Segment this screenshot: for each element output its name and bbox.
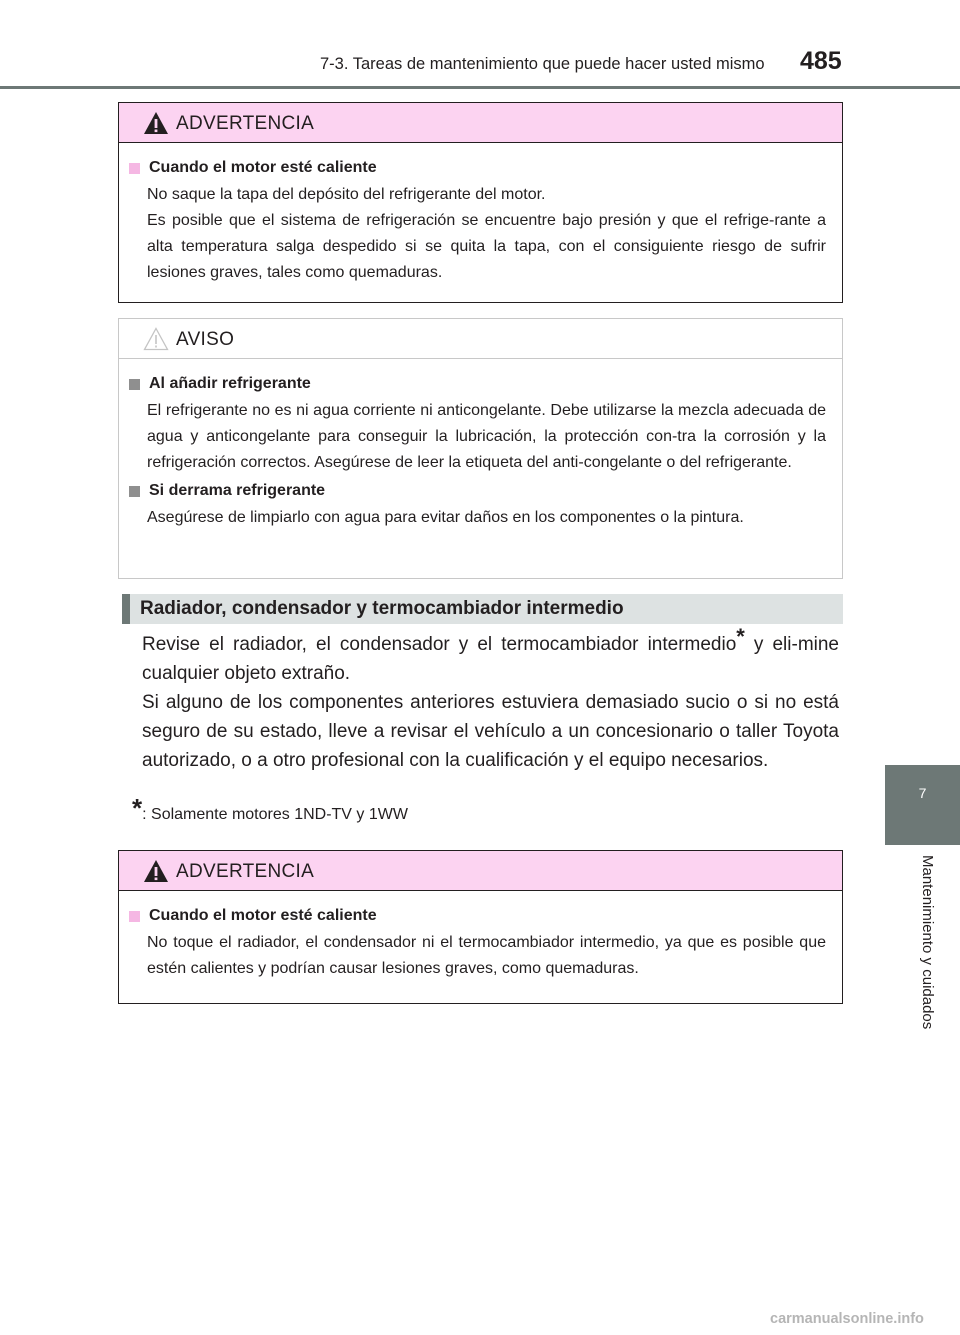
square-bullet-icon [129,379,140,390]
warning-box [118,850,843,1004]
item-text-line: No saque la tapa del depósito del refrigerante del motor. [147,186,546,203]
body-paragraph-text: Si alguno de los componentes anteriores estuviera demasiado sucio o si no está seguro de su estado, lleve a revisar el vehículo a un concesionario o taller Toyota autorizado, o a otro profesional con la cualificación y el equipo necesarios. [142,692,839,771]
item-heading [129,482,826,500]
asterisk-marker: * [736,624,745,649]
item-text [129,398,826,476]
item-heading [129,907,826,925]
section-heading-text: Radiador, condensador y termocambiador intermedio [140,598,624,619]
header-section-title: 7-3. Tareas de mantenimiento que puede hacer usted mismo [320,55,765,73]
footnote [132,793,408,824]
item-heading-text: Si derrama refrigerante [149,482,326,499]
footnote-marker: * [132,793,143,823]
warning-box-title: ADVERTENCIA [176,861,315,882]
warning-box-title: ADVERTENCIA [176,113,315,134]
square-bullet-icon [129,911,140,922]
item-text-line: El refrigerante no es ni agua corriente ni anticongelante. Debe utilizarse la mezcla adecuada de agua y anticongelante para conseguir la lubricación, la protección con-tra la corrosión y la refrigeración correctos. Asegúrese de leer la etiqueta del anti-congelante o del refrigerante. [147,402,826,471]
chapter-label: Mantenimiento y cuidados [919,855,936,1030]
warning-triangle-filled-icon [143,859,169,883]
body-paragraph [142,688,839,775]
item-text [129,505,826,531]
warning-triangle-filled-icon [143,111,169,135]
warning-box-body [119,143,842,302]
chapter-number: 7 [918,785,927,801]
item-heading-text: Al añadir refrigerante [149,375,311,392]
notice-box-header [119,319,842,359]
item-heading [129,375,826,393]
warning-triangle-outline-icon [143,327,169,351]
notice-box-title: AVISO [176,329,235,350]
section-heading [122,594,843,624]
page-header [0,0,960,90]
notice-box-body [119,359,842,547]
header-divider [0,86,960,89]
notice-box [118,318,843,579]
item-text [129,930,826,982]
body-paragraph-text [142,624,839,688]
para-text-after: y eli-mine cualquier objeto extraño. [142,634,839,684]
warning-box [118,102,843,303]
item-heading-text: Cuando el motor esté caliente [149,907,377,924]
item-heading-text: Cuando el motor esté caliente [149,159,377,176]
item-heading [129,159,826,177]
warning-box-body [119,891,842,998]
footnote-text: : Solamente motores 1ND-TV y 1WW [142,806,408,823]
body-paragraph [142,624,839,688]
warning-box-header [119,851,842,891]
page-number: 485 [800,47,842,75]
warning-box-header [119,103,842,143]
square-bullet-icon [129,486,140,497]
item-text-line: Es posible que el sistema de refrigeración se encuentre bajo presión y que el refrige-rante a alta temperatura salga despedido si se quita la tapa, con el consiguiente riesgo de sufrir lesiones graves, tales como quemaduras. [147,212,826,281]
item-text [129,182,826,286]
chapter-tab[interactable] [885,765,960,845]
watermark-text: carmanualsonline.info [770,1311,924,1327]
item-text-line: No toque el radiador, el condensador ni el termocambiador intermedio, ya que es posible que estén calientes y podrían causar lesiones graves, como quemaduras. [147,934,826,977]
item-text-line: Asegúrese de limpiarlo con agua para evitar daños en los componentes o la pintura. [147,509,744,526]
para-text-before: Revise el radiador, el condensador y el termocambiador intermedio [142,634,737,655]
square-bullet-icon [129,163,140,174]
